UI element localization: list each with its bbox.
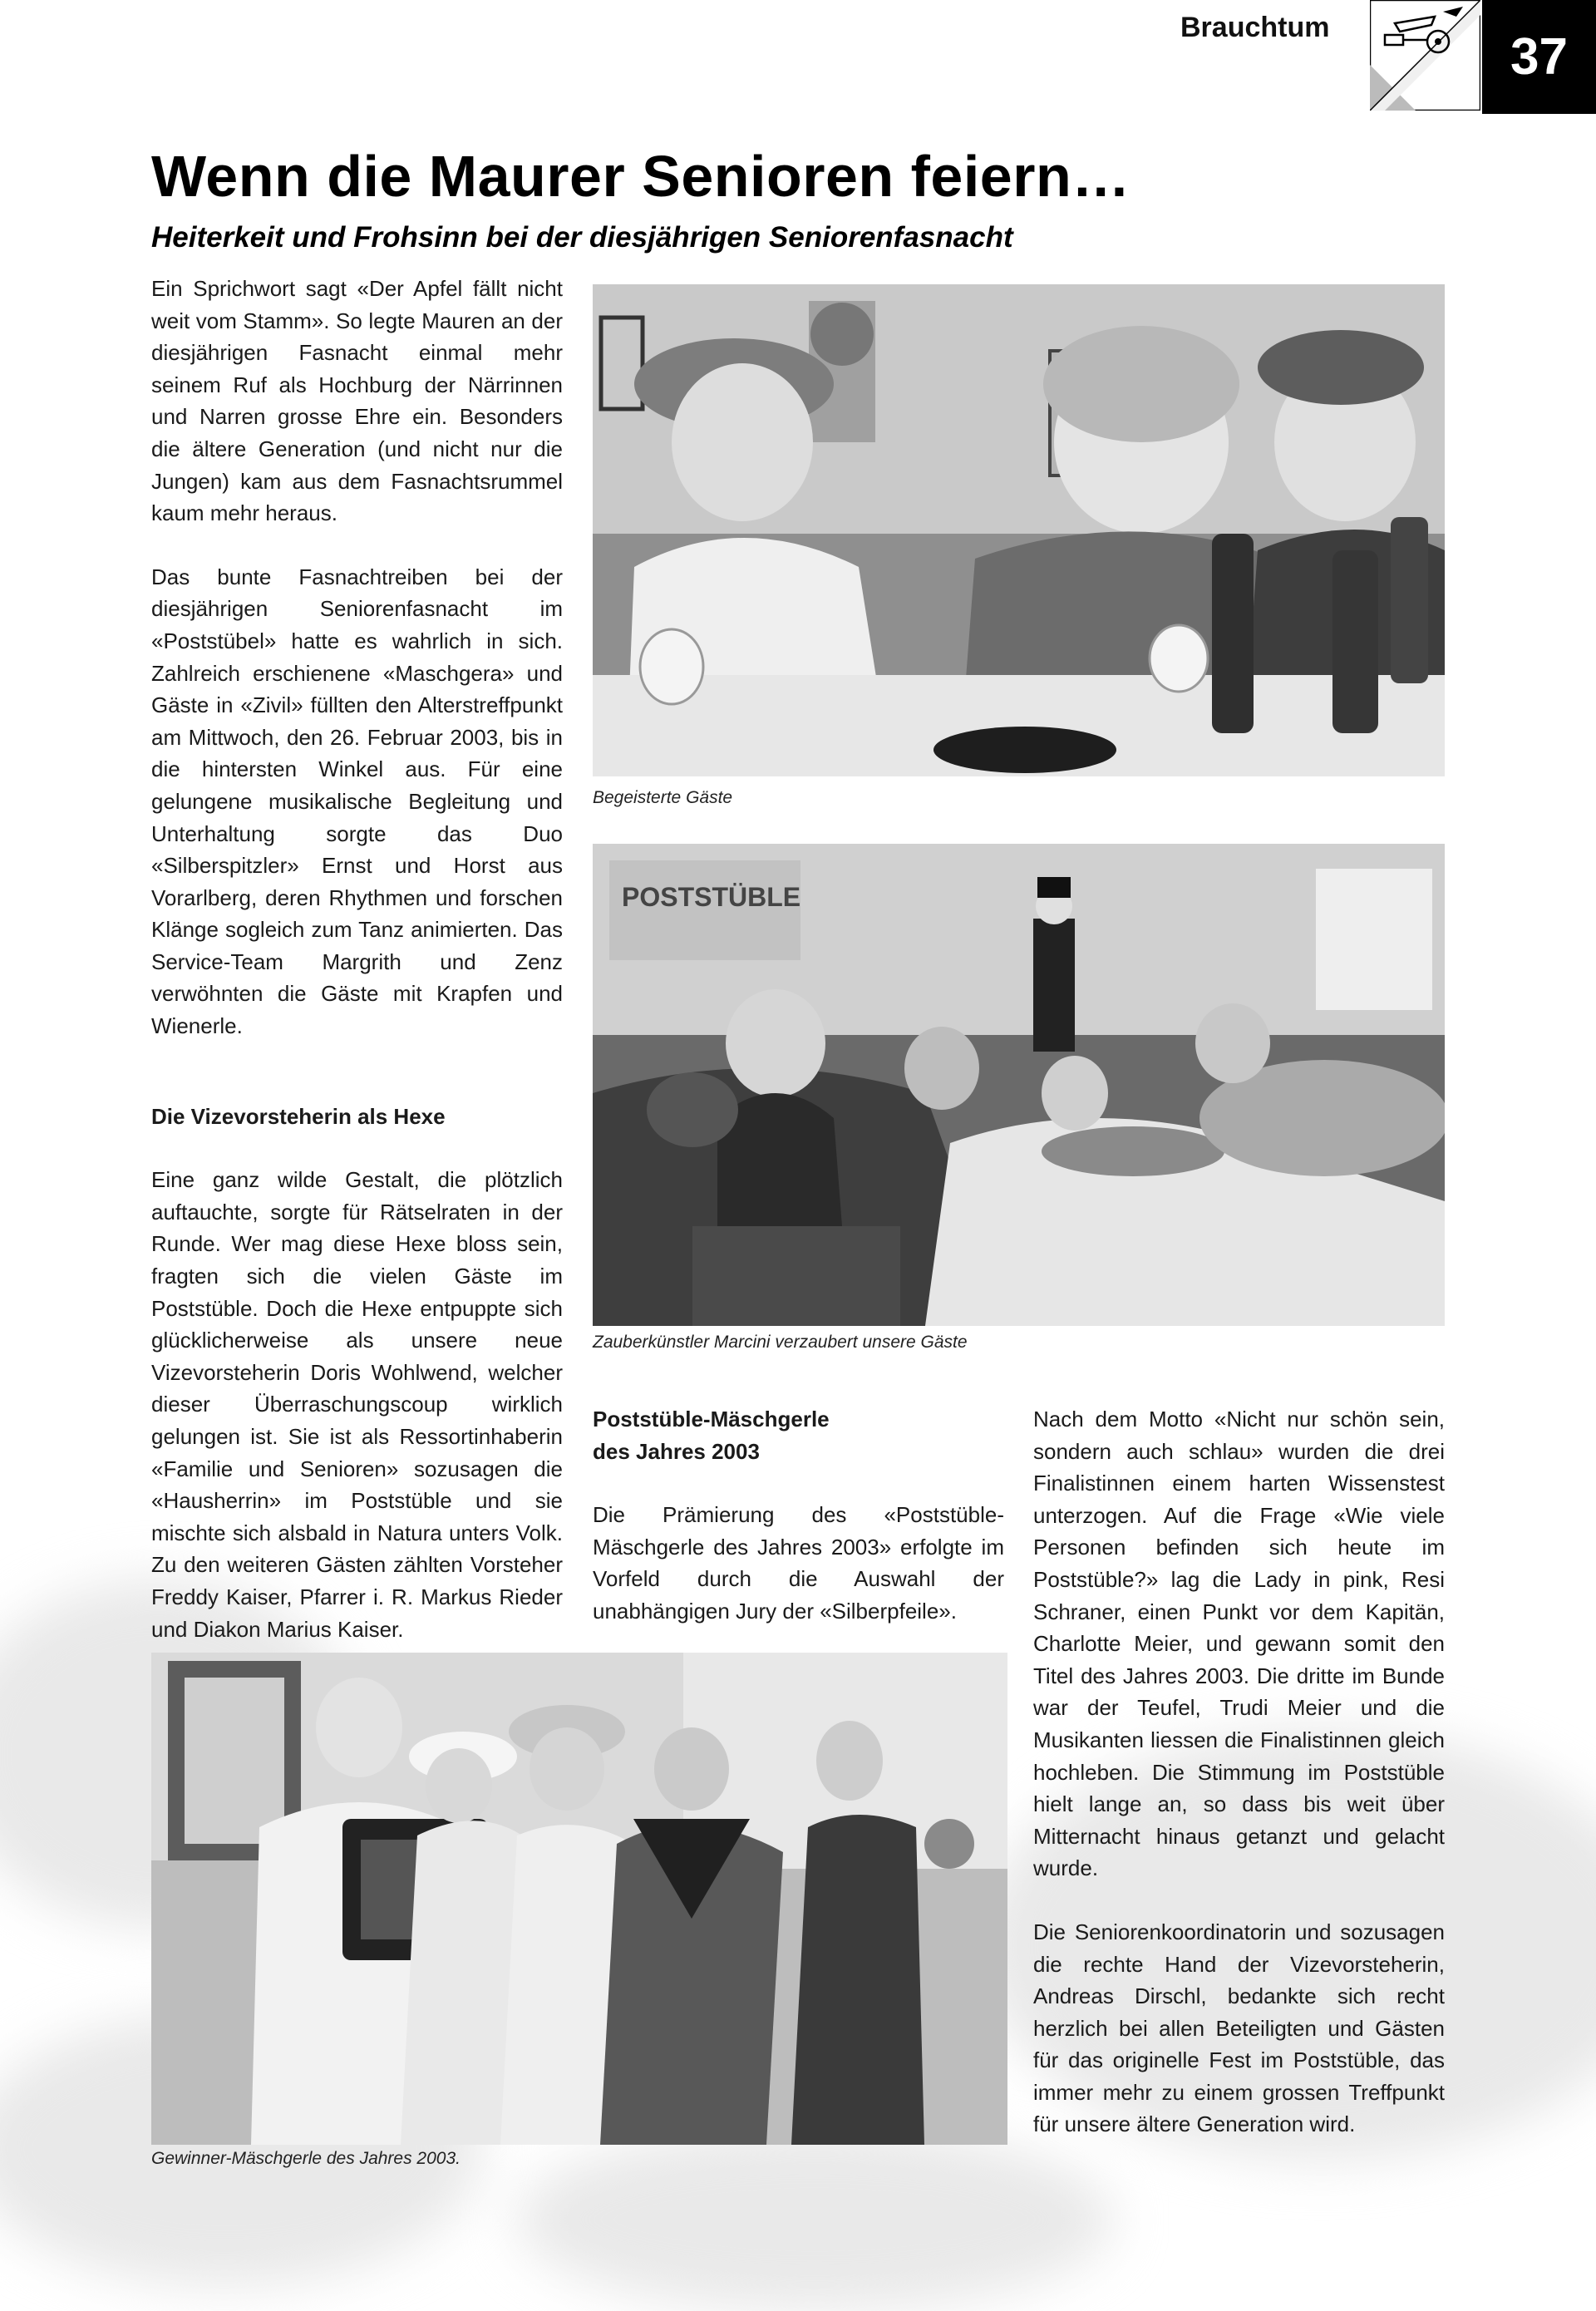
page-number: 37 bbox=[1482, 0, 1596, 114]
pen-and-wheel-emblem-icon bbox=[1370, 0, 1480, 111]
paragraph: Das bunte Fasnachtreiben bei der diesjährigen Seniorenfasnacht im «Poststübel» hatte es wahrlich in sich. Zahlreich erschienene «Maschgera» und Gäste in «Zivil» füllten den Alterstreffpunkt am Mittwoch, den 26. Februar 2003, bis in die hintersten Winkel aus. Für eine gelungene musikalische Begleitung und Unterhaltung sorgte das Duo «Silberspitzler» Ernst und Horst aus Vorarlberg, deren Rhythmen und forschen Klänge sogleich zum Tanz animierten. Das Service-Team Margrith und Zenz verwöhnten die Gäste mit Krapfen und Wienerle. bbox=[151, 564, 563, 1039]
paragraph: Nach dem Motto «Nicht nur schön sein, sondern auch schlau» wurden die drei Finalistinnen einem harten Wissenstest unterzogen. Auf die Frage «Wie viele Personen befinden sich heute im Poststüble?» lag die Lady in pink, Resi Schraner, einen Punkt vor dem Kapitän, Charlotte Meier, und gewann somit den Titel des Jahres 2003. Die dritte im Bunde war der Teufel, Trudi Meier und die Musikanten liessen die Finalistinnen gleich hochleben. Die Stimmung im Poststüble hielt lange an, so dass bis weit über Mitternacht hinaus getanzt und gelacht wurde. bbox=[1033, 1407, 1445, 1881]
paragraph: Eine ganz wilde Gestalt, die plötzlich auftauchte, sorgte für Rätselraten in der Runde. Wer mag diese Hexe bloss sein, fragten sich die vielen Gäste im Poststüble. Doch die Hexe entpuppte sich glücklicherweise als unsere neue Vizevorsteherin Doris Wohlwend, welcher dieser Überraschungscoup wirklich gelungen ist. Sie ist als Ressortinhaberin «Familie und Senioren» sozusagen die «Hausherrin» im Poststüble und sie mischte sich alsbald in Natura unters Volk. Zu den weiteren Gästen zählten Vorsteher Freddy Kaiser, Pfarrer i. R. Markus Rieder und Diakon Marius Kaiser. bbox=[151, 1167, 563, 1642]
right-column bbox=[1033, 1403, 1445, 2141]
article-title: Wenn die Maurer Senioren feiern… bbox=[151, 144, 1130, 209]
section-label: Brauchtum bbox=[1180, 12, 1330, 43]
heading-line: Poststüble-Mäschgerle bbox=[593, 1407, 830, 1431]
poststueble-sign-text: POSTSTÜBLE bbox=[622, 882, 801, 912]
heading-line: des Jahres 2003 bbox=[593, 1438, 760, 1464]
paragraph: Ein Sprichwort sagt «Der Apfel fällt nicht weit vom Stamm». So legte Mauren an der diesjährigen Fasnacht einmal mehr seinem Ruf als Hochburg der Närrinnen und Narren grosse Ehre ein. Besonders die ältere Generation (und nicht nur die Jungen) kam aus dem Fasnachtsrummel kaum mehr heraus. bbox=[151, 276, 563, 526]
photo-caption: Begeisterte Gäste bbox=[593, 788, 733, 807]
photo-caption: Zauberkünstler Marcini verzaubert unsere Gäste bbox=[593, 1333, 968, 1352]
photo-magician-marcini bbox=[593, 844, 1445, 1326]
middle-column bbox=[593, 1403, 1004, 1628]
paragraph: Die Seniorenkoordinatorin und sozusagen die rechte Hand der Vizevorsteherin, Andreas Dirschl, bedankte sich recht herzlich bei allen Beteiligten und Gästen für das originelle Fest im Poststüble, das immer mehr zu einem grossen Treffpunkt für unsere ältere Generation wird. bbox=[1033, 1919, 1445, 2137]
article-subtitle: Heiterkeit und Frohsinn bei der diesjährigen Seniorenfasnacht bbox=[151, 221, 1013, 254]
photo-caption: Gewinner-Mäschgerle des Jahres 2003. bbox=[151, 2149, 461, 2168]
paragraph: Die Prämierung des «Poststüble-Mäschgerle des Jahres 2003» erfolgte im Vorfeld durch die Auswahl der unabhängigen Jury der «Silberpfeile». bbox=[593, 1502, 1004, 1624]
photo-enthusiastic-guests bbox=[593, 284, 1445, 776]
section-heading: Die Vizevorsteherin als Hexe bbox=[151, 1103, 446, 1129]
photo-costume-winners bbox=[151, 1653, 1007, 2145]
background-texture bbox=[515, 2128, 1114, 2311]
left-column bbox=[151, 273, 563, 1645]
section-heading bbox=[593, 1403, 1004, 1467]
